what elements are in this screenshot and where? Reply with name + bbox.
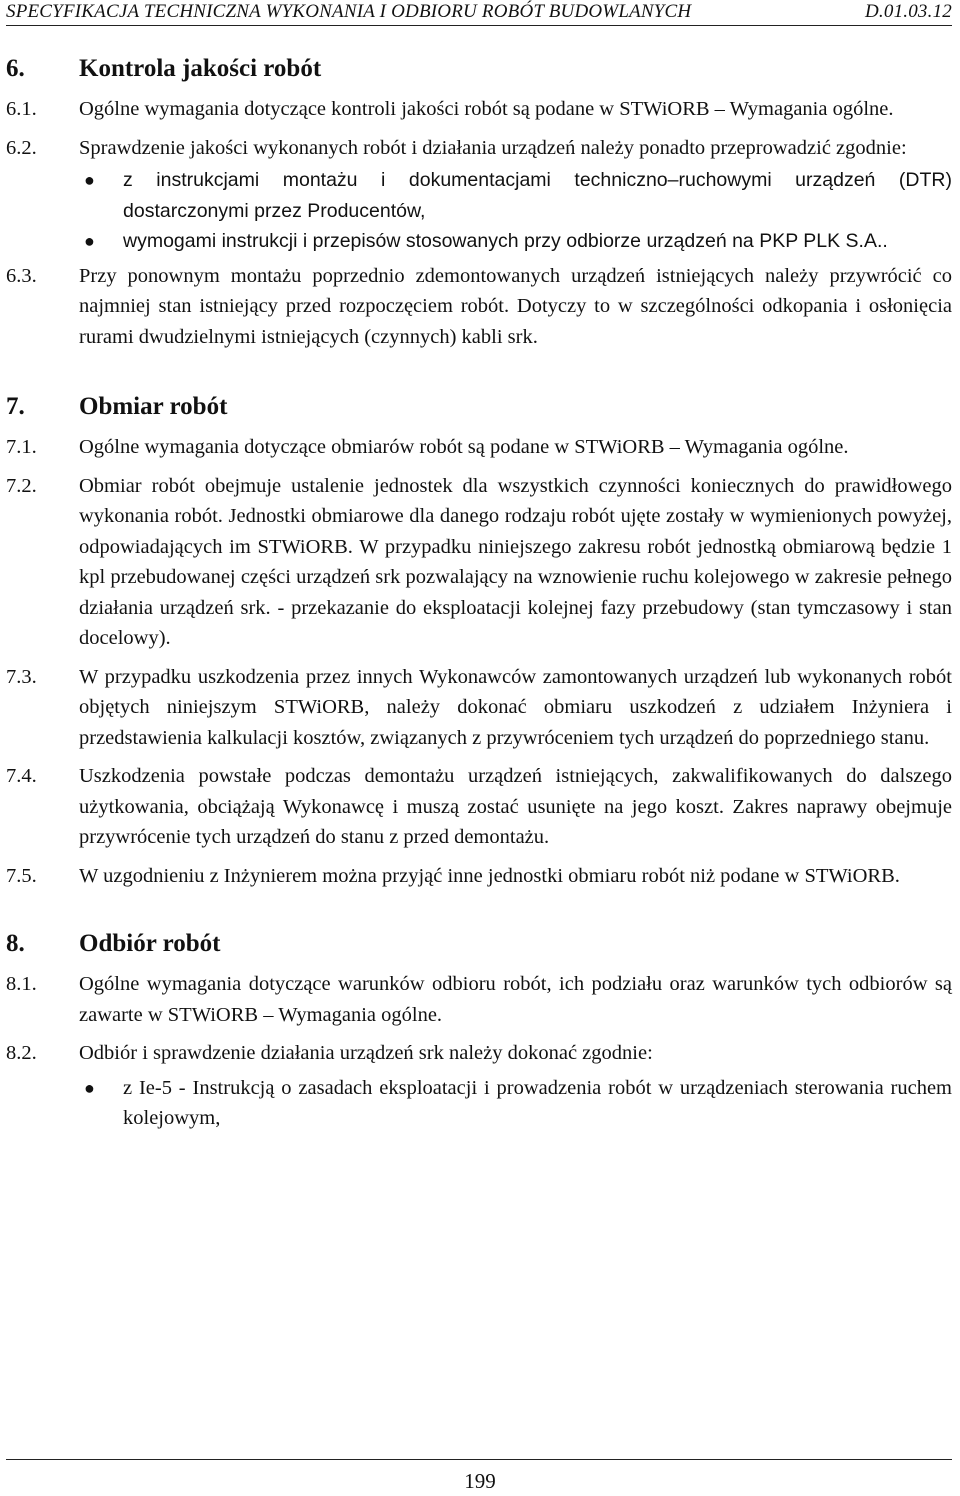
paragraph-7-1 bbox=[6, 432, 952, 463]
section-heading-7 bbox=[6, 390, 952, 424]
paragraph-text: Odbiór i sprawdzenie działania urządzeń srk należy dokonać zgodnie: bbox=[79, 1042, 653, 1064]
paragraph-text: Ogólne wymagania dotyczące obmiarów robót są podane w STWiORB – Wymagania ogólne. bbox=[79, 436, 849, 458]
paragraph-number: 7.3. bbox=[6, 665, 37, 688]
section-title: Odbiór robót bbox=[79, 930, 221, 957]
paragraph-8-1 bbox=[6, 969, 952, 1030]
footer-rule bbox=[6, 1459, 952, 1460]
header-title: SPECYFIKACJA TECHNICZNA WYKONANIA I ODBIORU ROBÓT BUDOWLANYCH bbox=[6, 1, 692, 22]
paragraph-text: Obmiar robót obejmuje ustalenie jednostek dla wszystkich czynności koniecznych do prawidłowego wykonania robót. Jednostki obmiarowe dla danego rodzaju robót ujęte zostały w wymienionych powyżej, odpowiadających im STWiORB. W przypadku niniejszego zakresu robót jednostką obmiarową będzie 1 kpl przebudowanej części urządzeń srk pozwalający na wznowienie ruchu kolejowego w zakresie pełnego działania urządzeń srk. - przekazanie do eksploatacji kolejnej fazy przebudowy (stan tymczasowy i stan docelowy). bbox=[79, 474, 952, 649]
paragraph-text: W przypadku uszkodzenia przez innych Wykonawców zamontowanych urządzeń lub wykonanych robót objętych niniejszym STWiORB, należy dokonać obmiaru uszkodzeń z udziałem Inżyniera i przedstawienia kalkulacji kosztów, związanych z przywróceniem tych urządzeń do poprzedniego stanu. bbox=[79, 665, 952, 749]
paragraph-text: Sprawdzenie jakości wykonanych robót i działania urządzeń należy ponadto przeprowadzić zgodnie: bbox=[79, 136, 907, 159]
paragraph-7-5 bbox=[6, 861, 952, 892]
paragraph-number: 7.4. bbox=[6, 765, 37, 787]
section-title: Kontrola jakości robót bbox=[79, 55, 322, 82]
list-item bbox=[79, 1073, 952, 1134]
document-body bbox=[6, 52, 952, 1138]
paragraph-number: 7.2. bbox=[6, 474, 37, 497]
list-item-text: z Ie-5 - Instrukcją o zasadach eksploatacji i prowadzenia robót w urządzeniach sterowania ruchem kolejowym, bbox=[123, 1076, 952, 1129]
paragraph-7-4 bbox=[6, 761, 952, 853]
bullet-icon: ● bbox=[84, 231, 95, 251]
paragraph-text: Ogólne wymagania dotyczące warunków odbioru robót, ich podziału oraz warunków tych odbiorów są zawarte w STWiORB – Wymagania ogólne. bbox=[79, 973, 952, 1026]
paragraph-text: Przy ponownym montażu poprzednio zdemontowanych urządzeń istniejących należy przywrócić co najmniej stan istniejący przed rozpoczęciem robót. Dotyczy to w szczególności odkopania i osłonięcia rurami dwudzielnymi istniejących (czynnych) kabli srk. bbox=[79, 264, 952, 348]
paragraph-7-2 bbox=[6, 471, 952, 654]
list-item-text: z instrukcjami montażu i dokumentacjami techniczno–ruchowymi urządzeń (DTR) dostarczonymi przez Producentów, bbox=[123, 169, 952, 222]
paragraph-number: 7.1. bbox=[6, 436, 37, 458]
section-heading-8 bbox=[6, 927, 952, 961]
paragraph-6-1 bbox=[6, 94, 952, 125]
paragraph-8-2 bbox=[6, 1038, 952, 1134]
paragraph-number: 7.5. bbox=[6, 864, 37, 887]
bullet-list bbox=[79, 165, 952, 257]
list-item bbox=[79, 226, 952, 257]
section-number: 8. bbox=[6, 930, 25, 957]
header-code: D.01.03.12 bbox=[865, 1, 952, 22]
paragraph-text: Uszkodzenia powstałe podczas demontażu urządzeń istniejących, zakwalifikowanych do dalszego użytkowania, obciążają Wykonawcę i muszą zostać usunięte na jego koszt. Zakres naprawy obejmuje przywrócenie tych urządzeń do stanu z przed demontażu. bbox=[79, 765, 952, 848]
paragraph-number: 6.1. bbox=[6, 98, 37, 120]
paragraph-number: 6.3. bbox=[6, 264, 37, 287]
section-title: Obmiar robót bbox=[79, 393, 228, 420]
paragraph-text: W uzgodnieniu z Inżynierem można przyjąć inne jednostki obmiaru robót niż podane w STWiORB. bbox=[79, 864, 900, 887]
paragraph-number: 8.2. bbox=[6, 1042, 37, 1064]
bullet-icon: ● bbox=[84, 170, 95, 190]
paragraph-number: 6.2. bbox=[6, 136, 37, 159]
paragraph-text: Ogólne wymagania dotyczące kontroli jakości robót są podane w STWiORB – Wymagania ogólne. bbox=[79, 98, 894, 120]
list-item bbox=[79, 165, 952, 226]
section-number: 6. bbox=[6, 55, 25, 82]
page-number: 199 bbox=[464, 1469, 496, 1493]
bullet-icon: ● bbox=[84, 1077, 95, 1098]
list-item-text: wymogami instrukcji i przepisów stosowanych przy odbiorze urządzeń na PKP PLK S.A.. bbox=[123, 230, 888, 252]
section-heading-6 bbox=[6, 52, 952, 86]
paragraph-7-3 bbox=[6, 662, 952, 754]
paragraph-6-2 bbox=[6, 133, 952, 257]
paragraph-number: 8.1. bbox=[6, 973, 37, 995]
running-header bbox=[6, 0, 952, 26]
bullet-list bbox=[79, 1073, 952, 1134]
paragraph-6-3 bbox=[6, 261, 952, 353]
section-number: 7. bbox=[6, 393, 25, 420]
